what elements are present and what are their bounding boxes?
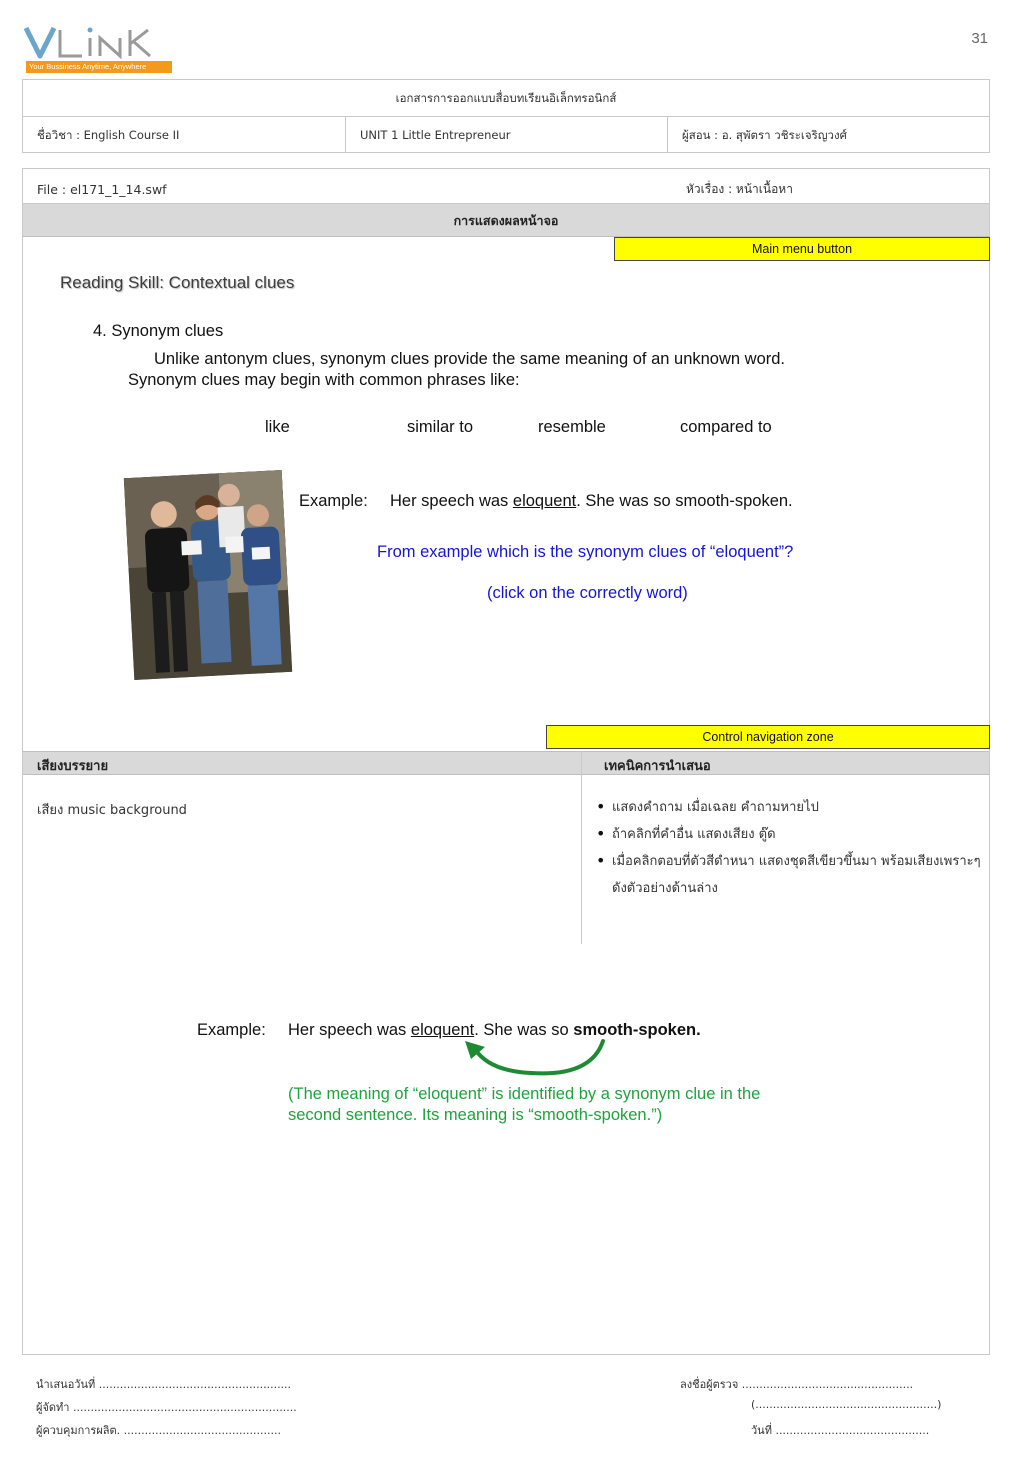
curved-arrow-icon [441,1037,611,1079]
click-hint: (click on the correctly word) [487,584,688,602]
footer-presented-date: นำเสนอวันที่ ....................................................... [36,1378,292,1391]
example-word-eloquent[interactable]: eloquent [512,492,577,510]
answer-explanation: (The meaning of “eloquent” is identified by a synonym clue in the second sentence. Its meaning is “smooth-spoken.”) [288,1085,761,1124]
phrase-resemble: resemble [538,418,606,436]
example-sentence [390,492,793,511]
technique-item: • แสดงคำถาม เมื่อเฉลย คำถามหายไป [596,794,986,821]
description-line-1: Unlike antonym clues, synonym clues provide the same meaning of an unknown word. [154,350,785,368]
main-menu-button[interactable]: Main menu button [614,237,990,261]
document-title: เอกสารการออกแบบสื่อบทเรียนอิเล็กทรอนิกส์ [23,80,989,117]
example-label: Example: [299,492,368,510]
technique-list [596,794,986,902]
synonym-heading: 4. Synonym clues [93,322,224,340]
screen-title: Reading Skill: Contextual clues [60,273,295,292]
answer-example-label: Example: [197,1021,266,1039]
topic-label: หัวเรื่อง : หน้าเนื้อหา [686,182,793,196]
answer-pre: Her speech was [288,1021,411,1039]
column-divider [581,751,582,944]
answer-bold-smooth-spoken: smooth-spoken. [573,1021,701,1039]
file-name: File : el171_1_14.swf [37,182,167,197]
description-line-2: Synonym clues may begin with common phrases like: [128,371,520,389]
narration-text: เสียง music background [37,803,187,818]
answer-word-eloquent: eloquent [410,1021,475,1039]
vlink-logo [24,22,172,74]
example-post[interactable]: . She was so smooth-spoken. [576,492,793,510]
footer-producer: ผู้จัดทำ ................................................................ [36,1401,297,1414]
technique-heading: เทคนิคการนำเสนอ [604,759,711,774]
logo-tagline: Your Bussiness Anytime, Anywhere [26,61,172,73]
course-name: ชื่อวิชา : English Course II [23,117,346,153]
footer-reviewer-name: (....................................................) [751,1398,942,1411]
footer-review-date: วันที่ ............................................ [751,1424,930,1437]
instructor-name: ผู้สอน : อ. สุพัตรา วชิระเจริญวงศ์ [682,128,847,142]
screen-display-heading: การแสดงผลหน้าจอ [23,204,989,237]
technique-item: • เมื่อคลิกตอบที่ตัวสีดำหนา แสดงชุดสีเขียวขึ้นมา พร้อมเสียงเพราะๆ ดังตัวอย่างด้านล่าง [596,848,986,902]
question-text: From example which is the synonym clues of “eloquent”? [377,543,794,561]
technique-item: • ถ้าคลิกที่คำอื่น แสดงเสียง ตู๊ด [596,821,986,848]
vlink-logo-mark [24,22,172,60]
phrase-compared-to: compared to [680,418,772,436]
narration-heading: เสียงบรรยาย [37,759,109,774]
group-photo-icon [124,470,292,680]
answer-mid: . She was so [474,1021,574,1039]
phrase-similar-to: similar to [407,418,474,436]
control-navigation-zone[interactable]: Control navigation zone [546,725,990,749]
document-header-table [22,79,990,153]
footer-production-supervisor: ผู้ควบคุมการผลิต. ............................................. [36,1424,281,1437]
example-pre: Her speech was [390,492,513,510]
section-header-bar [23,751,989,775]
storyboard-frame [22,168,990,1355]
phrase-like: like [265,418,290,436]
unit-name: UNIT 1 Little Entrepreneur [346,117,668,153]
footer-reviewer-signature: ลงชื่อผู้ตรวจ ................................................. [680,1378,914,1391]
page-number: 31 [971,30,988,47]
file-row [23,169,989,204]
